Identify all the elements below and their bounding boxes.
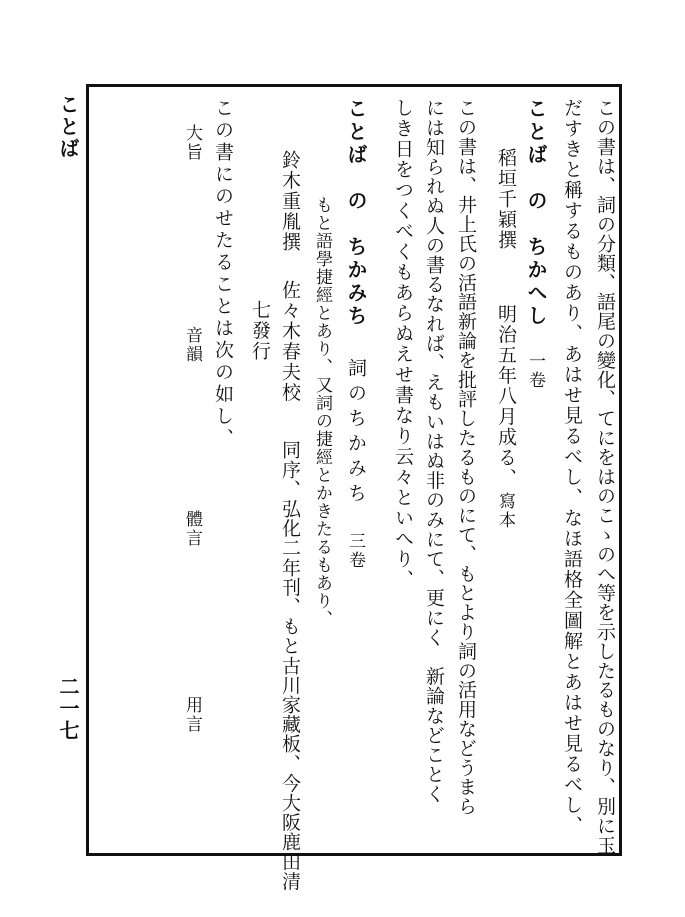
contents-item-nouns: 體言 (182, 510, 202, 548)
entry1-desc-col3: しき日をつくべくもあらぬえせ書なり云々といへり、 (392, 98, 414, 590)
entry1-author: 稻垣千穎撰 (495, 148, 517, 251)
entry1-form: 寫本 (495, 492, 515, 530)
contents-item-phonology: 音韻 (182, 326, 202, 364)
contents-item-outline: 大旨 (182, 124, 202, 162)
entry2-alt-title: 詞のちかみち (345, 358, 367, 508)
entry1-desc-col2: には知られぬ人の書るなれば、えもいはぬ非のみにて、更にく 新論などことく (423, 98, 445, 804)
entry1-title: ことば の ちかへし (524, 98, 548, 328)
entry1-text-col1: この書は、詞の分類、語尾の變化、てにをはのこゝのへ等を示したるものなり、別に玉 (594, 98, 616, 855)
entry2-author: 鈴木重胤撰 (279, 150, 301, 253)
entry2-title: ことば の ちかみち (344, 98, 368, 328)
entry1-volumes: 一卷 (525, 352, 545, 390)
entry2-volumes: 三卷 (345, 532, 365, 570)
entry2-editor: 佐々木春夫校 (279, 280, 301, 403)
entry2-publisher: 七發行 (249, 300, 271, 362)
contents-item-verbs: 用言 (182, 696, 202, 734)
entry2-note: もと語學捷經とあり、又詞の捷經とかきたるもあり、 (312, 196, 332, 628)
entry2-preface: 同序、弘化二年刊、もと古川家藏板、今大阪鹿田清 (279, 440, 301, 891)
page-number: 二一七 (56, 676, 80, 742)
entry2-summary-intro: この書にのせたることは次の如し、 (212, 98, 234, 450)
entry1-text-col2: だすきと稱するものあり、あはせ見るべし、なほ語格全圖解とあはせ見るべし、 (561, 98, 583, 836)
entry1-date: 明治五年八月成る、 (495, 304, 517, 489)
running-title: ことば (56, 94, 80, 160)
entry1-desc-col1: この書は、井上氏の活語新論を批評したるものにて、もとより詞の活用などうまら (455, 98, 477, 816)
